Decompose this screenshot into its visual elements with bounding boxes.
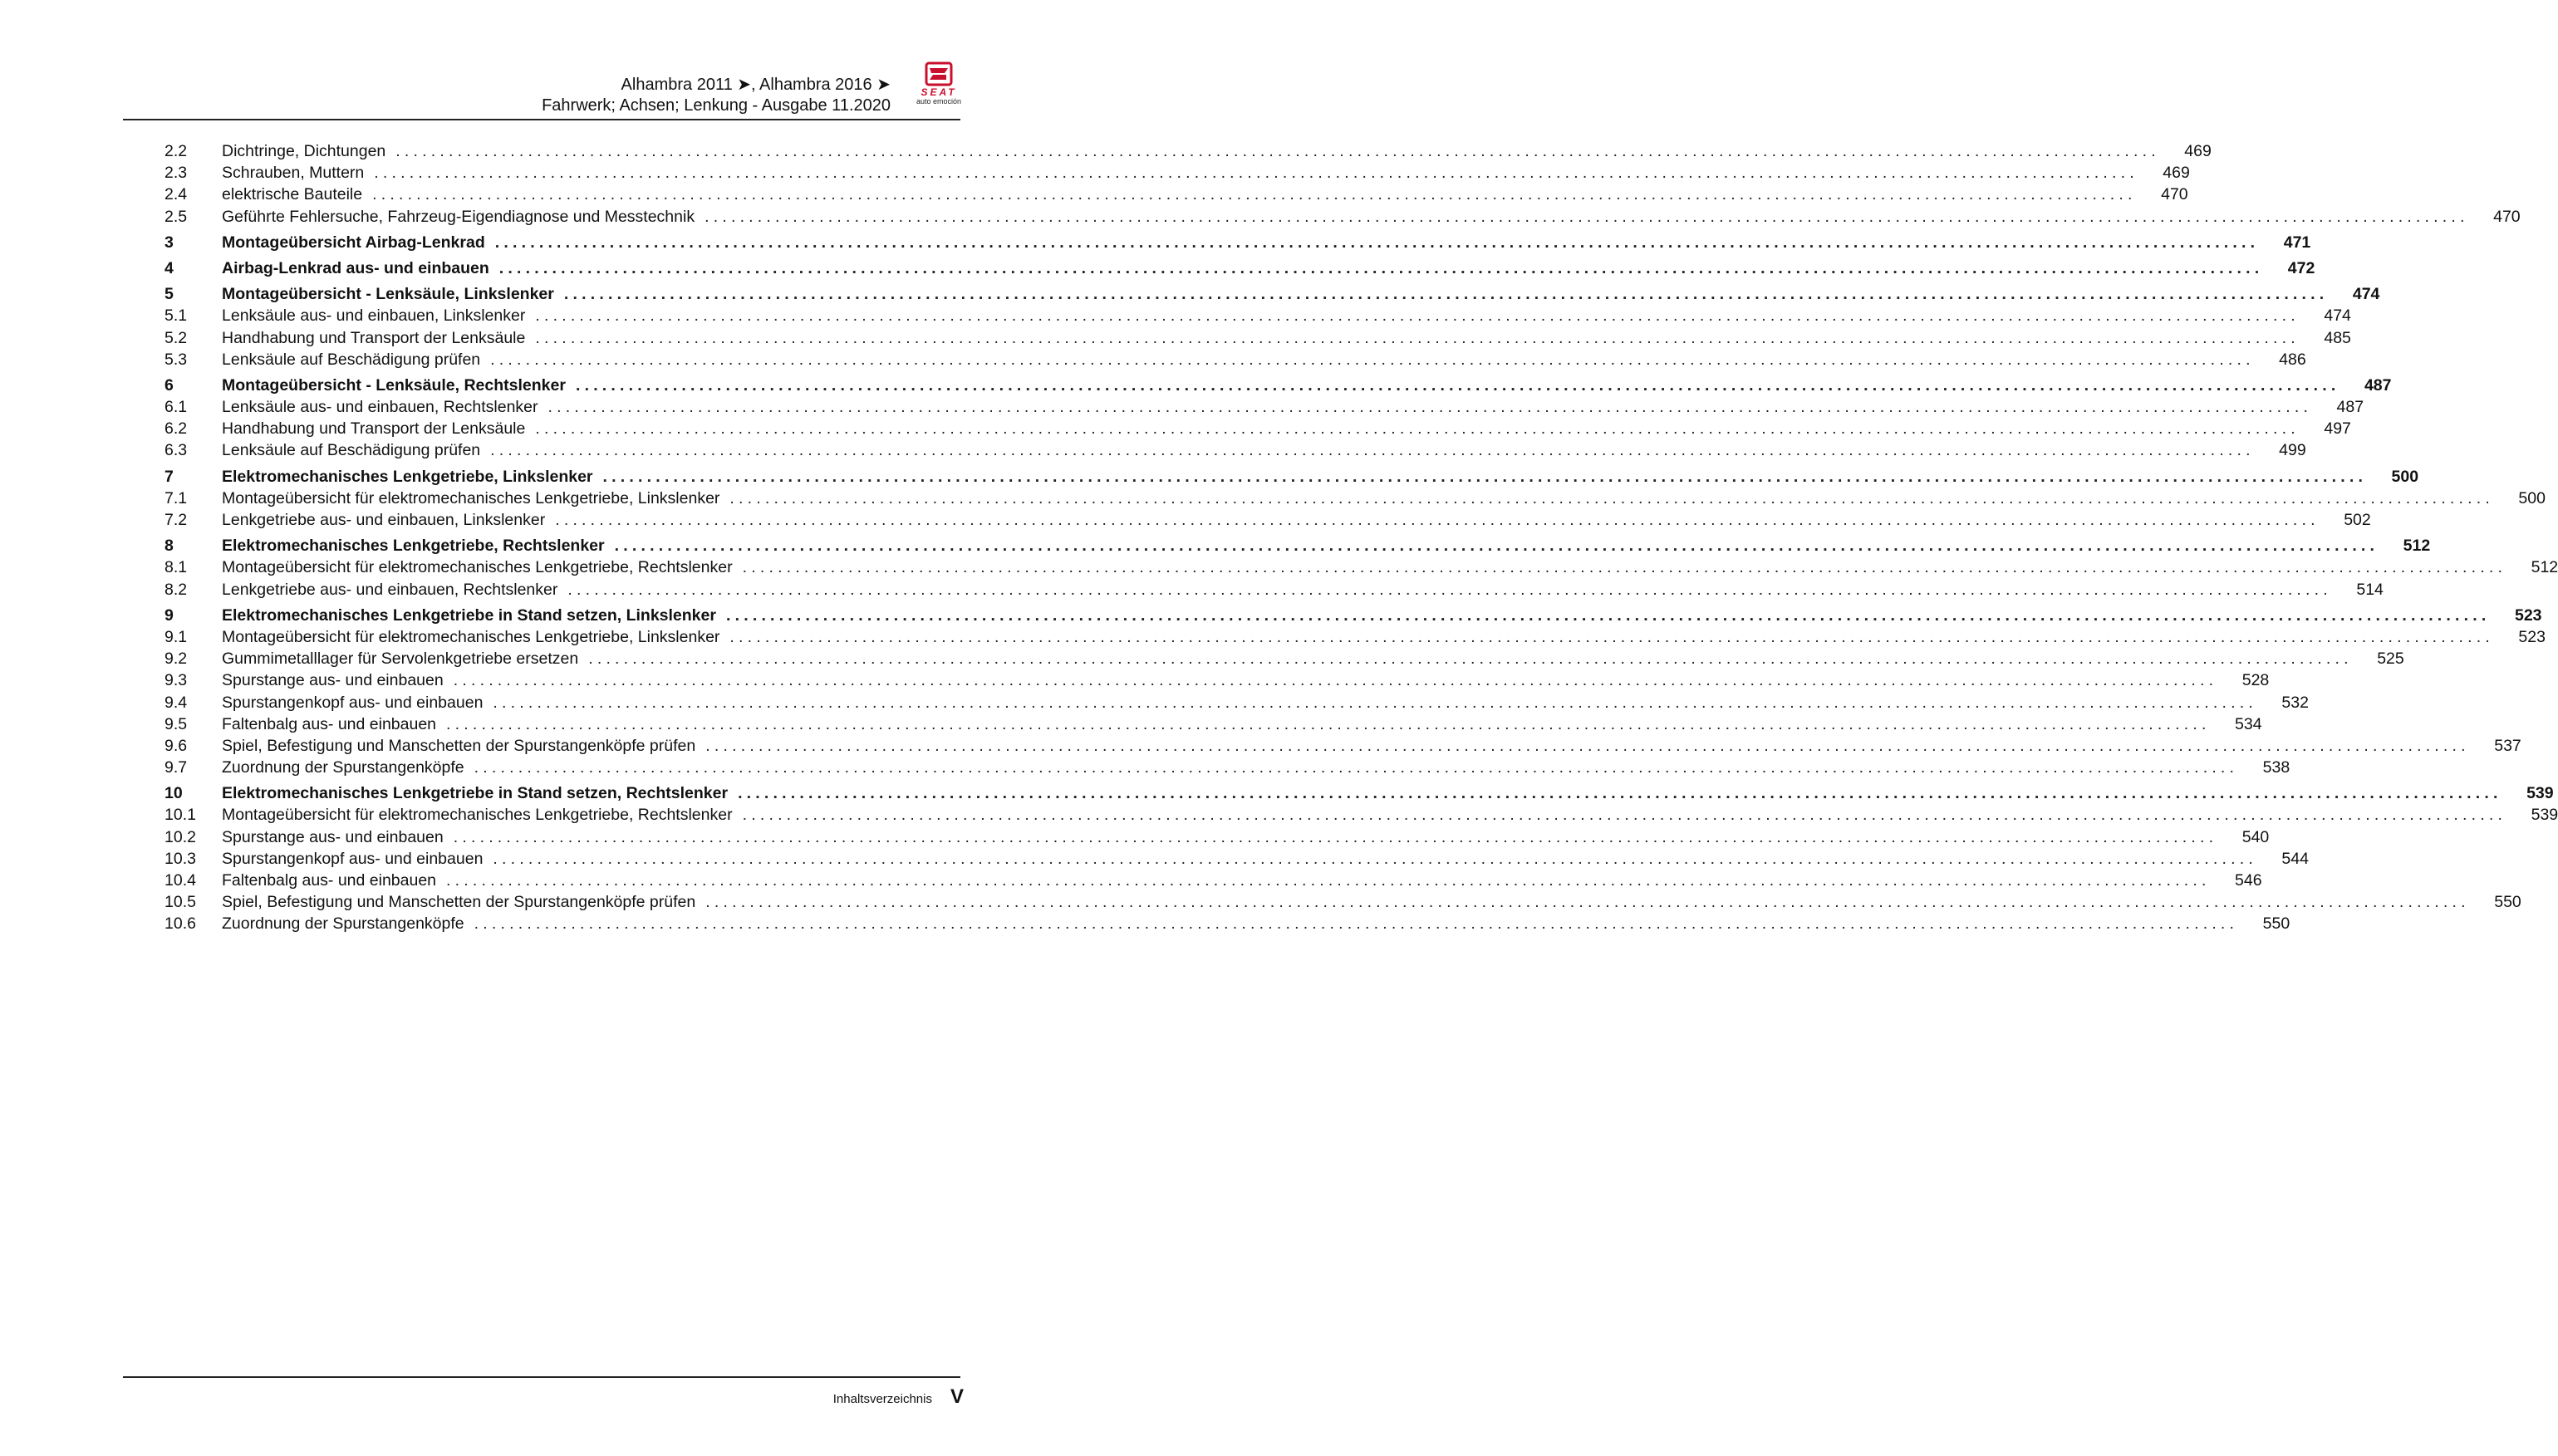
logo-tagline: auto emoción — [916, 97, 962, 105]
toc-entry-title: Elektromechanisches Lenkgetriebe in Stand setzen, Linkslenker — [222, 605, 716, 625]
toc-entry-title: Handhabung und Transport der Lenksäule — [222, 419, 526, 439]
toc-dot-leader: ........................................................................................................................................................................................................ — [588, 650, 2353, 669]
toc-entry-row[interactable] — [164, 671, 2270, 693]
toc-entry-row[interactable] — [164, 827, 2270, 850]
toc-entry-page: 472 — [2287, 258, 2315, 277]
toc-entry-page: 512 — [2403, 537, 2431, 556]
toc-dot-leader: ........................................................................................................................................................................................................ — [567, 580, 2332, 599]
toc-entry-row[interactable] — [164, 627, 2546, 650]
toc-entry-number: 5 — [164, 285, 174, 304]
toc-dot-leader: ........................................................................................................................................................................................................ — [705, 207, 2469, 226]
toc-dot-leader: ........................................................................................................................................................................................................ — [742, 558, 2507, 577]
header-model-line: Alhambra 2011 ➤, Alhambra 2016 ➤ — [621, 76, 891, 94]
toc-entry-title: Lenksäule aus- und einbauen, Linkslenker — [222, 306, 526, 326]
table-of-contents — [164, 142, 2558, 937]
toc-entry-row[interactable] — [164, 185, 2188, 207]
toc-entry-title: Lenksäule aus- und einbauen, Rechtslenker — [222, 398, 538, 417]
toc-entry-page: 470 — [2493, 207, 2521, 226]
toc-entry-title: Geführte Fehlersuche, Fahrzeug-Eigendiagnose und Messtechnik — [222, 207, 695, 226]
toc-entry-page: 525 — [2377, 650, 2404, 669]
toc-entry-number: 6.3 — [164, 441, 188, 460]
toc-entry-page: 487 — [2336, 398, 2364, 417]
toc-entry-page: 546 — [2235, 871, 2262, 890]
toc-entry-page: 500 — [2391, 467, 2419, 486]
toc-entry-page: 487 — [2364, 375, 2392, 395]
toc-entry-title: Gummimetalllager für Servolenkgetriebe ersetzen — [222, 650, 579, 669]
toc-chapter-row[interactable] — [164, 375, 2392, 398]
toc-entry-page: 469 — [2184, 142, 2212, 160]
toc-dot-leader: ........................................................................................................................................................................................................ — [446, 871, 2211, 890]
toc-entry-number: 6 — [164, 375, 174, 395]
toc-dot-leader: ........................................................................................................................................................................................................ — [453, 827, 2218, 846]
toc-dot-leader: ........................................................................................................................................................................................................ — [547, 398, 2313, 417]
toc-entry-title: Dichtringe, Dichtungen — [222, 142, 386, 160]
toc-chapter-row[interactable] — [164, 285, 2380, 306]
header-subject-line: Fahrwerk; Achsen; Lenkung - Ausgabe 11.2020 — [542, 96, 891, 115]
toc-entry-row[interactable] — [164, 441, 2306, 463]
toc-entry-title: Lenkgetriebe aus- und einbauen, Rechtslenker — [222, 580, 558, 599]
toc-entry-row[interactable] — [164, 306, 2351, 328]
toc-dot-leader: ........................................................................................................................................................................................................ — [490, 441, 2255, 460]
toc-dot-leader: ........................................................................................................................................................................................................ — [493, 693, 2257, 712]
toc-entry-page: 544 — [2281, 849, 2309, 868]
toc-entry-page: 486 — [2279, 350, 2306, 369]
toc-entry-title: Montageübersicht für elektromechanisches Lenkgetriebe, Linkslenker — [222, 488, 720, 507]
toc-entry-title: Montageübersicht für elektromechanisches Lenkgetriebe, Rechtslenker — [222, 806, 733, 825]
toc-entry-page: 474 — [2352, 285, 2380, 304]
toc-entry-page: 512 — [2531, 558, 2558, 577]
toc-entry-number: 2.3 — [164, 164, 188, 183]
toc-entry-number: 9.2 — [164, 650, 188, 669]
toc-entry-title: Spiel, Befestigung und Manschetten der Spurstangenköpfe prüfen — [222, 893, 696, 912]
toc-entry-page: 471 — [2283, 233, 2311, 252]
toc-entry-row[interactable] — [164, 580, 2384, 602]
toc-dot-leader: ........................................................................................................................................................................................................ — [725, 605, 2491, 625]
toc-dot-leader: ........................................................................................................................................................................................................ — [498, 258, 2264, 277]
toc-entry-number: 10.5 — [164, 893, 196, 912]
toc-entry-row[interactable] — [164, 758, 2290, 780]
toc-entry-title: Montageübersicht - Lenksäule, Rechtslenker — [222, 375, 566, 395]
toc-entry-page: 528 — [2241, 671, 2270, 690]
toc-dot-leader: ........................................................................................................................................................................................................ — [493, 849, 2257, 868]
toc-entry-title: Schrauben, Muttern — [222, 164, 365, 183]
toc-dot-leader: ........................................................................................................................................................................................................ — [535, 328, 2300, 347]
toc-entry-number: 10 — [164, 784, 183, 803]
toc-entry-number: 7.1 — [164, 488, 188, 507]
toc-entry-row[interactable] — [164, 488, 2546, 511]
toc-entry-row[interactable] — [164, 871, 2262, 893]
toc-chapter-row[interactable] — [164, 605, 2542, 628]
toc-dot-leader: ........................................................................................................................................................................................................ — [705, 736, 2470, 755]
toc-chapter-row[interactable] — [164, 258, 2315, 281]
toc-entry-title: Zuordnung der Spurstangenköpfe — [222, 914, 464, 934]
toc-entry-number: 10.4 — [164, 871, 196, 890]
toc-entry-number: 10.1 — [164, 806, 196, 825]
toc-entry-title: Spiel, Befestigung und Manschetten der Spurstangenköpfe prüfen — [222, 736, 696, 755]
toc-dot-leader: ........................................................................................................................................................................................................ — [535, 419, 2300, 439]
toc-entry-page: 534 — [2235, 714, 2262, 733]
toc-entry-page: 502 — [2344, 511, 2371, 529]
toc-dot-leader: ........................................................................................................................................................................................................ — [490, 350, 2255, 369]
toc-dot-leader: ........................................................................................................................................................................................................ — [555, 511, 2320, 529]
toc-dot-leader: ........................................................................................................................................................................................................ — [474, 758, 2239, 777]
toc-dot-leader: ........................................................................................................................................................................................................ — [705, 893, 2470, 912]
toc-entry-number: 5.3 — [164, 350, 188, 369]
toc-entry-number: 7 — [164, 467, 174, 486]
toc-entry-title: Montageübersicht Airbag-Lenkrad — [222, 233, 485, 252]
toc-entry-row[interactable] — [164, 164, 2190, 185]
toc-entry-row[interactable] — [164, 419, 2351, 441]
toc-entry-page: 550 — [2494, 893, 2521, 912]
toc-entry-title: Spurstange aus- und einbauen — [222, 827, 444, 846]
logo-brand-name: SEAT — [921, 86, 957, 98]
toc-entry-row[interactable] — [164, 736, 2521, 758]
toc-entry-row[interactable] — [164, 806, 2558, 827]
toc-entry-row[interactable] — [164, 558, 2558, 580]
toc-chapter-row[interactable] — [164, 467, 2419, 489]
toc-entry-title: Montageübersicht - Lenksäule, Linkslenker — [222, 285, 554, 304]
toc-entry-page: 532 — [2281, 693, 2309, 712]
toc-entry-page: 499 — [2279, 441, 2306, 460]
toc-dot-leader: ........................................................................................................................................................................................................ — [614, 537, 2379, 556]
toc-entry-title: Handhabung und Transport der Lenksäule — [222, 328, 526, 347]
toc-entry-number: 6.1 — [164, 398, 188, 417]
toc-entry-page: 497 — [2324, 419, 2351, 439]
toc-entry-number: 10.6 — [164, 914, 196, 934]
toc-dot-leader: ........................................................................................................................................................................................................ — [738, 784, 2502, 803]
toc-entry-number: 7.2 — [164, 511, 188, 529]
toc-entry-title: Spurstangenkopf aus- und einbauen — [222, 849, 484, 868]
toc-entry-number: 9.1 — [164, 627, 188, 646]
toc-dot-leader: ........................................................................................................................................................................................................ — [729, 488, 2494, 507]
toc-entry-row[interactable] — [164, 328, 2351, 351]
toc-entry-title: Montageübersicht für elektromechanisches Lenkgetriebe, Linkslenker — [222, 627, 720, 646]
toc-entry-row[interactable] — [164, 398, 2364, 419]
toc-dot-leader: ........................................................................................................................................................................................................ — [494, 233, 2260, 252]
toc-entry-number: 9 — [164, 605, 174, 625]
header-divider — [123, 119, 960, 120]
toc-entry-page: 539 — [2531, 806, 2558, 825]
toc-entry-page: 474 — [2324, 306, 2351, 326]
toc-entry-row[interactable] — [164, 893, 2521, 914]
footer-page-number: V — [950, 1385, 964, 1408]
toc-entry-title: Elektromechanisches Lenkgetriebe, Rechtslenker — [222, 537, 605, 556]
toc-entry-page: 500 — [2518, 488, 2546, 507]
seat-s-emblem-icon — [925, 61, 953, 86]
toc-entry-title: Lenksäule auf Beschädigung prüfen — [222, 350, 481, 369]
toc-dot-leader: ........................................................................................................................................................................................................ — [742, 806, 2507, 825]
toc-chapter-row[interactable] — [164, 537, 2431, 558]
toc-entry-page: 540 — [2241, 827, 2270, 846]
toc-entry-title: Spurstange aus- und einbauen — [222, 671, 444, 690]
toc-entry-row[interactable] — [164, 350, 2306, 372]
toc-entry-number: 3 — [164, 233, 174, 252]
toc-entry-title: Faltenbalg aus- und einbauen — [222, 714, 437, 733]
toc-dot-leader: ........................................................................................................................................................................................................ — [374, 164, 2138, 183]
document-header — [542, 75, 891, 116]
toc-entry-title: Spurstangenkopf aus- und einbauen — [222, 693, 484, 712]
toc-entry-title: Elektromechanisches Lenkgetriebe in Stand setzen, Rechtslenker — [222, 784, 729, 803]
toc-entry-number: 8.2 — [164, 580, 188, 599]
toc-entry-number: 9.6 — [164, 736, 188, 755]
toc-entry-number: 10.3 — [164, 849, 196, 868]
seat-logo — [909, 61, 969, 108]
toc-entry-row[interactable] — [164, 511, 2371, 532]
toc-dot-leader: ........................................................................................................................................................................................................ — [446, 714, 2211, 733]
toc-entry-number: 4 — [164, 258, 174, 277]
toc-entry-title: Lenkgetriebe aus- und einbauen, Linkslenker — [222, 511, 546, 529]
toc-entry-title: elektrische Bauteile — [222, 185, 363, 204]
toc-entry-row[interactable] — [164, 693, 2309, 715]
toc-entry-number: 9.3 — [164, 671, 188, 690]
toc-entry-number: 9.7 — [164, 758, 188, 777]
toc-entry-page: 469 — [2163, 164, 2190, 183]
toc-chapter-row[interactable] — [164, 784, 2554, 806]
toc-dot-leader: ........................................................................................................................................................................................................ — [372, 185, 2137, 204]
toc-entry-number: 2.4 — [164, 185, 188, 204]
toc-dot-leader: ........................................................................................................................................................................................................ — [474, 914, 2239, 934]
toc-entry-title: Elektromechanisches Lenkgetriebe, Linkslenker — [222, 467, 593, 486]
toc-entry-page: 550 — [2262, 914, 2290, 934]
toc-entry-number: 5.1 — [164, 306, 188, 326]
toc-entry-row[interactable] — [164, 714, 2262, 737]
footer-section-label: Inhaltsverzeichnis — [832, 1392, 932, 1406]
toc-entry-number: 5.2 — [164, 328, 188, 347]
toc-entry-number: 9.5 — [164, 714, 188, 733]
toc-entry-page: 485 — [2324, 328, 2351, 347]
toc-entry-row[interactable] — [164, 914, 2290, 936]
toc-entry-number: 2.2 — [164, 142, 188, 160]
toc-entry-page: 538 — [2262, 758, 2290, 777]
toc-entry-page: 470 — [2161, 185, 2188, 204]
toc-entry-number: 9.4 — [164, 693, 188, 712]
toc-entry-row[interactable] — [164, 650, 2404, 671]
toc-entry-number: 2.5 — [164, 207, 188, 226]
page-footer — [833, 1385, 964, 1409]
toc-dot-leader: ........................................................................................................................................................................................................ — [535, 306, 2300, 326]
toc-entry-title: Montageübersicht für elektromechanisches Lenkgetriebe, Rechtslenker — [222, 558, 733, 577]
toc-entry-row[interactable] — [164, 849, 2309, 871]
toc-dot-leader: ........................................................................................................................................................................................................ — [453, 671, 2218, 690]
toc-dot-leader: ........................................................................................................................................................................................................ — [575, 375, 2340, 395]
toc-chapter-row[interactable] — [164, 233, 2311, 255]
footer-divider — [123, 1376, 960, 1378]
toc-entry-number: 6.2 — [164, 419, 188, 439]
toc-entry-page: 514 — [2356, 580, 2384, 599]
toc-dot-leader: ........................................................................................................................................................................................................ — [395, 142, 2160, 160]
toc-dot-leader: ........................................................................................................................................................................................................ — [563, 285, 2329, 304]
toc-entry-title: Airbag-Lenkrad aus- und einbauen — [222, 258, 489, 277]
toc-entry-page: 523 — [2514, 605, 2542, 625]
toc-entry-number: 10.2 — [164, 827, 196, 846]
toc-entry-page: 537 — [2494, 736, 2521, 755]
toc-entry-title: Zuordnung der Spurstangenköpfe — [222, 758, 464, 777]
toc-dot-leader: ........................................................................................................................................................................................................ — [602, 467, 2368, 486]
toc-entry-page: 539 — [2526, 784, 2554, 803]
toc-entry-number: 8 — [164, 537, 174, 556]
toc-entry-title: Lenksäule auf Beschädigung prüfen — [222, 441, 481, 460]
toc-entry-page: 523 — [2518, 627, 2546, 646]
toc-dot-leader: ........................................................................................................................................................................................................ — [729, 627, 2494, 646]
toc-entry-number: 8.1 — [164, 558, 188, 577]
toc-entry-title: Faltenbalg aus- und einbauen — [222, 871, 437, 890]
toc-entry-row[interactable] — [164, 142, 2212, 164]
toc-entry-row[interactable] — [164, 207, 2521, 229]
